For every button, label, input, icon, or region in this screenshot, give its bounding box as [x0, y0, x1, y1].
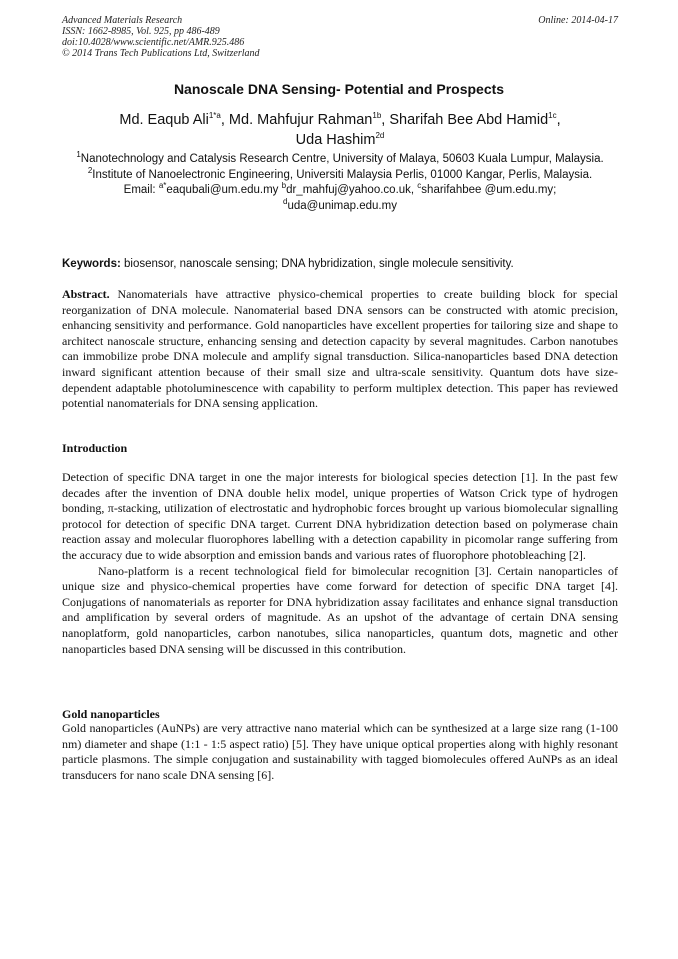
affiliation-2 — [62, 165, 618, 184]
affil-text: Institute of Nanoelectronic Engineering, Universiti Malaysia Perlis, 01000 Kangar, Perlis, Malaysia. — [92, 168, 593, 181]
abstract-text: Nanomaterials have attractive physico-chemical properties to create building block for special reorganization of DNA molecule. Nanomaterial based DNA sensors can be constructed with atomic precision, enhancing sensitivity and performance. Gold nanoparticles have excellent properties for tailoring size and shape to architect nanoscale structure, enhancing sensing and detection capacity by several magnitudes. Carbon nanotubes can immobilize probe DNA molecule and amplify signal transduction. Silica-nanoparticles based DNA detection inward significant attention because of their small size and ultra-scale sensitivity. Quantum dots have size-dependent adaptable photoluminescence with capability to perform multiplex detection. This paper has reviewed potential nanomaterials for DNA sensing application. — [62, 287, 618, 411]
email-sup: b — [281, 181, 287, 191]
section-heading-gold: Gold nanoparticles — [62, 707, 160, 721]
affiliation-1 — [62, 152, 618, 168]
affil-text: Nanotechnology and Catalysis Research Centre, University of Malaya, 50603 Kuala Lumpur, Malaysia. — [80, 153, 604, 165]
email-label: Email: — [123, 184, 159, 196]
author-name: Md. Mahfujur Rahman — [228, 112, 373, 128]
email-link[interactable]: eaqubali@um.edu.my — [166, 184, 279, 196]
gold-body — [62, 721, 618, 783]
email-sup: c — [417, 181, 422, 191]
online-date: Online: 2014-04-17 — [538, 15, 618, 26]
author-name: Sharifah Bee Abd Hamid — [389, 112, 549, 128]
affil-sup: 2 — [87, 165, 93, 175]
email-link[interactable]: uda@unimap.edu.my — [287, 199, 397, 212]
author-sup: 1b — [372, 111, 382, 121]
doi-line: doi:10.4028/www.scientific.net/AMR.925.486 — [62, 37, 245, 48]
keywords-text: biosensor, nanoscale sensing; DNA hybridization, single molecule sensitivity. — [120, 258, 514, 270]
paragraph: Gold nanoparticles (AuNPs) are very attractive nano material which can be synthesized at a large size rang (1-100 nm) diameter and shape (1:1 - 1:5 aspect ratio) [5]. They have unique optical properties along with highly resonant particle plasmons. The simple conjugation and sustainability with tagged biomolecules offered AuNPs as an ideal transducers for nano scale DNA sensing [6]. — [62, 721, 618, 782]
email-link[interactable]: sharifahbee @um.edu.my; — [421, 184, 557, 196]
author-sup: 1c — [548, 111, 557, 121]
affiliations — [62, 152, 618, 214]
journal-header — [62, 15, 618, 59]
journal-name: Advanced Materials Research — [62, 15, 183, 26]
keywords-label: Keywords: — [62, 258, 121, 270]
author-sup: 2d — [375, 131, 385, 141]
email-sup: a* — [158, 181, 167, 191]
author-list: Md. Eaqub Ali$^{1*a}$, Md. Mahfujur Rahman$^{1b}$, Sharifah Bee Abd Hamid$^{1c}$, Uda Hashim$^{2d}$ — [119, 111, 561, 148]
author-name: Md. Eaqub Ali — [119, 112, 209, 128]
section-heading-introduction: Introduction — [62, 441, 128, 455]
issn-line: ISSN: 1662-8985, Vol. 925, pp 486-489 — [62, 26, 220, 37]
paper-title: Nanoscale DNA Sensing- Potential and Prospects — [173, 81, 505, 97]
email-line — [62, 183, 618, 214]
email-link[interactable]: dr_mahfuj@yahoo.co.uk, — [286, 184, 418, 196]
copyright-line: © 2014 Trans Tech Publications Ltd, Switzerland — [62, 48, 260, 59]
abstract-label: Abstract. — [62, 287, 110, 301]
author-sup: 1*a — [208, 111, 221, 121]
affil-sup: 1 — [76, 150, 81, 160]
header-left — [62, 15, 618, 59]
paragraph: Detection of specific DNA target in one the major interests for biological species detection [1]. In the past few decades after the invention of DNA double helix model, unique properties of Watson Crick type of hydrogen bonding, π-stacking, utilization of electrostatic and hydrophobic forces brought up various biomolecular signalling protocol for detection of specific DNA target. Current DNA hybridization detection based on polymerase chain reaction assay and molecular fluorophores labelling with a detection capability in picomolar range suffering from the accuracy due to wide absorption and emission bands and various rates of fluorophore photobleaching [2]. — [62, 470, 618, 562]
author-name: Uda Hashim — [295, 132, 376, 148]
keywords — [62, 258, 618, 270]
paragraph: Nano-platform is a recent technological field for bimolecular recognition [3]. Certain nanoparticles of unique size and physico-chemical properties have come forward for detection of specific DNA target [4]. Conjugations of nanomaterials as reporter for DNA hybridization assay facilitates and enhance signal transduction and amplification by several orders of magnitude. As an upshot of the advantage of certain DNA sensing nanoplatform, gold nanoparticles, carbon nanotubes, silica nanoparticles, quantum dots, magnetic and other nanoparticles based DNA sensing will be discussed in this contribution. — [62, 563, 618, 656]
introduction-body — [62, 470, 618, 657]
email-sup: d — [283, 196, 288, 206]
abstract — [62, 287, 618, 412]
